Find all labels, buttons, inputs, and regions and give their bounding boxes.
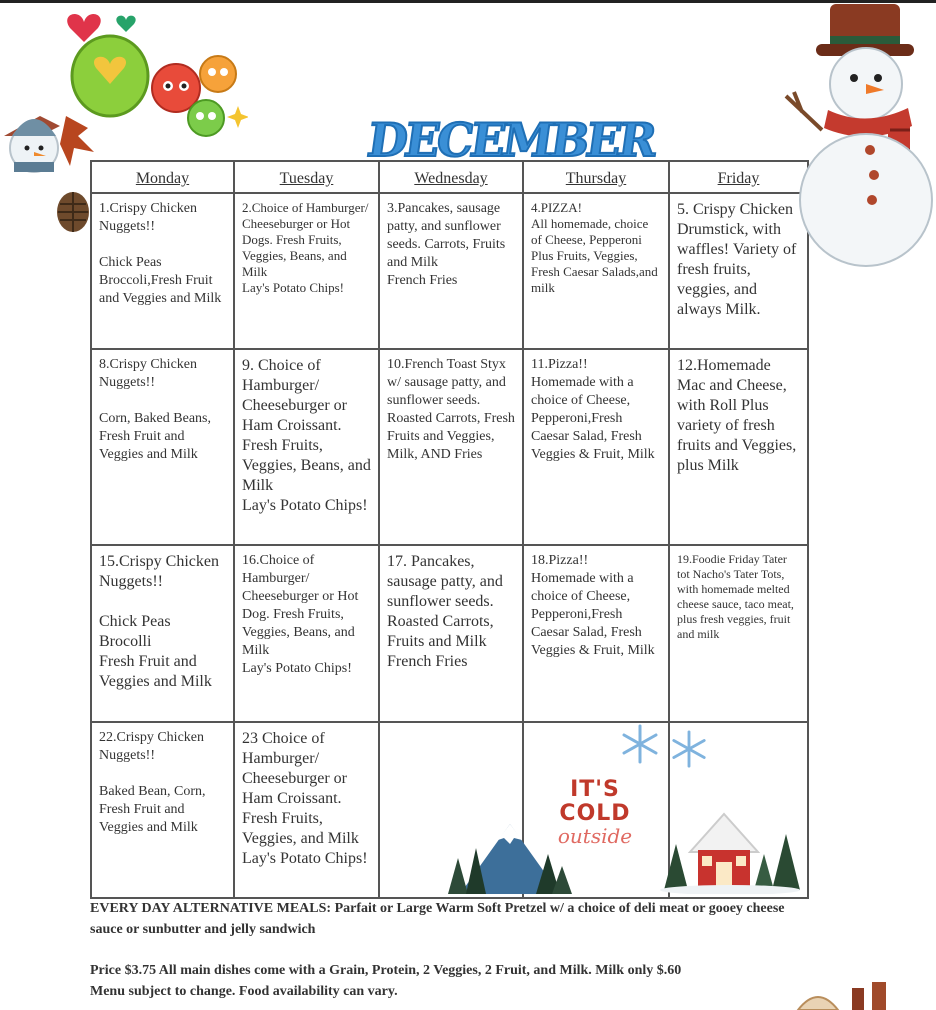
menu-text: 18.Pizza!! Homemade with a choice of Cheese, Pepperoni,Fresh Caesar Salad, Fresh Veggies & Fruit, Milk [531, 553, 655, 659]
header-tuesday: Tuesday [234, 161, 379, 193]
price-note: Price $3.75 All main dishes come with a Grain, Protein, 2 Veggies, 2 Fruit, and Milk. Milk only $.60 [90, 963, 682, 978]
menu-text: 16.Choice of Hamburger/ Cheeseburger or Hot Dog. Fresh Fruits, Veggies, Beans, and Milk Lay's Potato Chips! [242, 553, 359, 677]
menu-text: 22.Crispy Chicken Nuggets!! Baked Bean, Corn, Fresh Fruit and Veggies and Milk [99, 729, 206, 835]
menu-text: 15.Crispy Chicken Nuggets!! Chick Peas Brocolli Fresh Fruit and Veggies and Milk [99, 553, 219, 691]
header-friday: Friday [669, 161, 808, 193]
pine-tree-icon [754, 854, 774, 890]
week-row-2 [91, 349, 808, 546]
sparkle-icon [227, 106, 248, 128]
menu-text: 2.Choice of Hamburger/ Cheeseburger or Hot Dogs. Fresh Fruits, Veggies, Beans, and Milk Lay's Potato Chips! [242, 200, 369, 295]
header-thursday: Thursday [523, 161, 669, 193]
menu-cell-dec-12 [669, 349, 808, 546]
menu-cell-dec-15 [91, 545, 234, 721]
menu-text: 9. Choice of Hamburger/ Cheeseburger or Ham Croissant. Fresh Fruits, Veggies, Beans, and Milk Lay's Potato Chips! [242, 356, 371, 514]
menu-change-note: Menu subject to change. Food availability can vary. [90, 984, 398, 999]
red-cabin-decoration [660, 794, 806, 894]
menu-cell-dec-18 [523, 545, 669, 721]
menu-text: 4.PIZZA! All homemade, choice of Cheese, Pepperoni Plus Fruits, Veggies, Fresh Caesar Salads,and milk [531, 200, 658, 295]
menu-text: 11.Pizza!! Homemade with a choice of Cheese, Pepperoni,Fresh Caesar Salad, Fresh Veggies & Fruit, Milk [531, 356, 655, 462]
week-row-1 [91, 193, 808, 349]
snowflake-icon [670, 730, 708, 768]
menu-cell-dec-19 [669, 545, 808, 721]
big-snowman-decoration [780, 0, 936, 270]
menu-text: 10.French Toast Styx w/ sausage patty, and sunflower seeds. Roasted Carrots, Fresh Fruits and Veggies, Milk, AND Fries [387, 356, 515, 462]
small-snowman-decoration [0, 96, 110, 196]
menu-text: 5. Crispy Chicken Drumstick, with waffles! Variety of fresh fruits, veggies, and always Milk. [677, 201, 797, 318]
menu-text: 19.Foodie Friday Tater tot Nacho's Tater Tots, with homemade melted cheese sauce, taco meat, plus fresh veggies, fruit and milk [677, 552, 794, 642]
pinecone-icon [52, 186, 94, 236]
menu-cell-dec-17 [379, 545, 523, 721]
menu-calendar [90, 160, 809, 899]
menu-cell-dec-23 [234, 722, 379, 898]
gingerbread-decoration [788, 980, 898, 1010]
menu-cell-dec-22 [91, 722, 234, 898]
heart-icon [116, 16, 135, 32]
page-title: DECEMBER [364, 113, 658, 167]
alternative-meals-note: EVERY DAY ALTERNATIVE MEALS: Parfait or Large Warm Soft Pretzel w/ a choice of deli meat or gooey cheese sauce or sunbutter and jelly sandwich [90, 901, 785, 937]
menu-cell-dec-16 [234, 545, 379, 721]
pine-tree-icon [664, 844, 688, 890]
green-fruit-icon [188, 100, 224, 136]
orange-fruit-icon [200, 56, 236, 92]
menu-cell-dec-10 [379, 349, 523, 546]
pine-tree-icon [772, 834, 800, 890]
menu-cell-dec-11 [523, 349, 669, 546]
header-monday: Monday [91, 161, 234, 193]
menu-cell-dec-9 [234, 349, 379, 546]
pine-tree-icon [448, 858, 468, 894]
cold-line-1: IT'S COLD [559, 777, 631, 826]
menu-text: 23 Choice of Hamburger/ Cheeseburger or Ham Croissant. Fresh Fruits, Veggies, and Milk Lay's Potato Chips! [242, 729, 368, 867]
header-wednesday: Wednesday [379, 161, 523, 193]
menu-text: 17. Pancakes, sausage patty, and sunflower seeds. Roasted Carrots, Fruits and Milk French Fries [387, 553, 503, 671]
its-cold-outside-graphic [540, 778, 650, 846]
autumn-leaf-icon [60, 116, 94, 166]
menu-cell-dec-4 [523, 193, 669, 349]
cold-line-2: outside [557, 824, 633, 848]
menu-text: 12.Homemade Mac and Cheese, with Roll Plus variety of fresh fruits and Veggies, plus Milk [677, 356, 797, 474]
week-row-3 [91, 545, 808, 721]
menu-cell-dec-1 [91, 193, 234, 349]
menu-text: 3.Pancakes, sausage patty, and sunflower seeds. Carrots, Fruits and Milk French Fries [387, 201, 506, 288]
snowflake-icon [620, 724, 660, 764]
menu-text: 1.Crispy Chicken Nuggets!! Chick Peas Broccoli,Fresh Fruit and Veggies and Milk [99, 201, 222, 306]
menu-cell-dec-3 [379, 193, 523, 349]
cabin-roof [690, 814, 758, 852]
menu-cell-dec-8 [91, 349, 234, 546]
menu-text: 8.Crispy Chicken Nuggets!! Corn, Baked Beans, Fresh Fruit and Veggies and Milk [99, 356, 211, 462]
menu-cell-dec-2 [234, 193, 379, 349]
